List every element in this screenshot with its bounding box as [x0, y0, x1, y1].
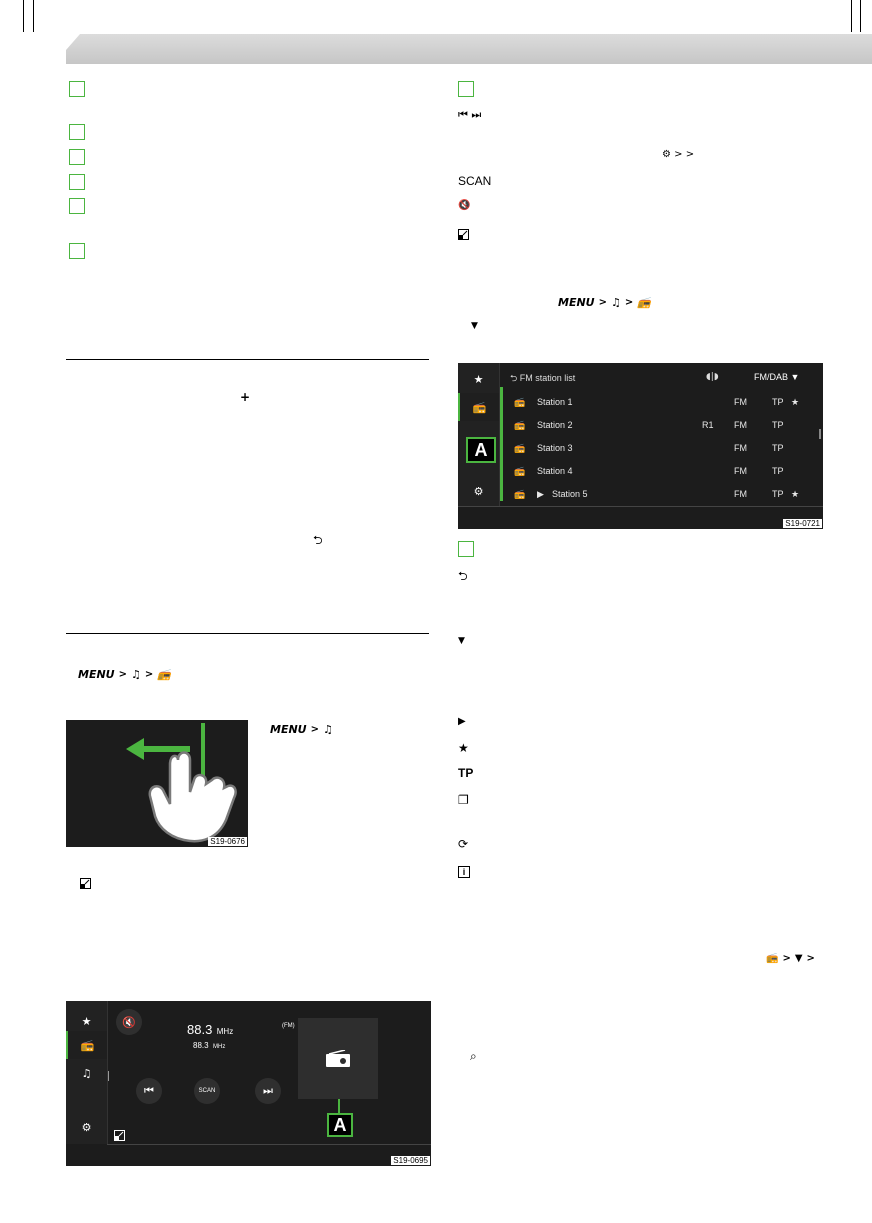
path-separator: > [310, 724, 319, 735]
list-sidebar [458, 363, 500, 506]
path-separator: > [144, 669, 154, 680]
station-tp: TP [772, 443, 784, 453]
legend-box-6 [69, 243, 85, 259]
next-station-button[interactable]: ⏭ [255, 1078, 281, 1104]
minimize-icon [458, 225, 469, 244]
section-divider-1 [66, 359, 429, 360]
figure-radio-screen [66, 1001, 431, 1166]
legend-box-5 [69, 198, 85, 214]
search-icon: ⌕ [470, 1049, 477, 1063]
frequency-sub: 88.3 [193, 1041, 209, 1050]
station-tp: TP [772, 397, 784, 407]
band-label: (FM) [282, 1023, 295, 1029]
radio-icon: 📻 [514, 420, 526, 430]
radio-icon [325, 1050, 351, 1068]
menu-path-caption [270, 723, 333, 736]
radio-icon: 📻 [514, 443, 526, 453]
minimize-icon [80, 878, 91, 889]
legend-box-right-2 [458, 541, 474, 557]
legend-box-4 [69, 174, 85, 190]
favorite-star-icon[interactable]: ★ [791, 489, 800, 499]
sidebar-radio-icon[interactable]: 📻 [458, 393, 499, 421]
mute-icon: 🔇 [458, 200, 471, 211]
music-note-icon: ♫ [131, 668, 141, 681]
section-divider-2 [66, 633, 429, 634]
menu-path-right [558, 296, 651, 309]
scan-label: SCAN [458, 174, 492, 188]
station-band: FM [734, 466, 747, 476]
radio-icon: 📻 [514, 466, 526, 476]
scan-button[interactable]: SCAN [194, 1078, 220, 1104]
legend-box-2 [69, 124, 85, 140]
station-logo-placeholder [298, 1018, 378, 1099]
frequency-main: 88.3 [187, 1022, 213, 1037]
star-icon: ★ [458, 741, 469, 755]
radio-icon: 📻 [514, 397, 526, 407]
favorite-star-icon[interactable]: ★ [791, 397, 800, 407]
station-extra: R1 [702, 420, 714, 430]
back-icon: ⮌ [313, 533, 323, 547]
menu-path-left [78, 668, 171, 681]
station-row[interactable] [502, 460, 820, 483]
back-icon[interactable]: ⮌ [510, 373, 518, 383]
sidebar-media-icon[interactable]: ♫ [81, 1066, 92, 1080]
station-name: Station 5 [552, 489, 588, 499]
station-name: Station 3 [537, 443, 573, 453]
station-name: Station 4 [537, 466, 573, 476]
settings-path-icons: ⚙ > > [662, 149, 695, 160]
sidebar-settings-icon[interactable]: ⚙ [473, 484, 484, 498]
plus-icon: + [240, 390, 251, 404]
crop-mark-left [23, 0, 24, 32]
crop-mark-left-inner [33, 0, 34, 32]
station-row[interactable] [502, 414, 820, 437]
tp-label: TP [458, 766, 474, 780]
sidebar-favorites-icon[interactable]: ★ [473, 372, 484, 386]
legend-box-3 [69, 149, 85, 165]
back-icon: ⮌ [458, 569, 468, 583]
figure-code: S19-0721 [785, 519, 820, 528]
crop-mark-right [851, 0, 852, 32]
legend-box-right [458, 81, 474, 97]
swipe-gesture-illustration [66, 720, 248, 847]
radio-footer-divider [107, 1144, 431, 1145]
menu-label: MENU [270, 723, 307, 736]
figure-code: S19-0695 [393, 1156, 428, 1165]
station-row[interactable] [502, 483, 820, 506]
figure-swipe [66, 720, 248, 847]
marker-line [338, 1099, 340, 1113]
radio-icon: 📻 [766, 953, 779, 964]
minimize-icon[interactable] [114, 1126, 125, 1145]
menu-label: MENU [558, 296, 595, 309]
radio-icon: 📻 [637, 296, 651, 309]
station-tp: TP [772, 466, 784, 476]
figure-code: S19-0676 [210, 837, 245, 846]
mute-button[interactable]: 🔇 [116, 1009, 142, 1035]
crop-mark-right-inner [860, 0, 861, 32]
progress-indicator [108, 1071, 109, 1081]
music-note-icon: ♫ [611, 296, 621, 309]
list-footer-divider [458, 506, 823, 507]
refresh-icon: ⟳ [458, 837, 469, 851]
marker-a: A [327, 1113, 353, 1137]
copy-icon: ❐ [458, 793, 469, 807]
radio-icon: 📻 [514, 489, 526, 499]
info-icon: i [458, 866, 470, 878]
station-band: FM [734, 489, 747, 499]
prev-next-icons: ⏮ ⏭ [458, 108, 482, 121]
playing-icon: ▶ [537, 489, 544, 499]
radio-icon: 📻 [157, 668, 171, 681]
station-name: Station 2 [537, 420, 573, 430]
page-header-bar [66, 34, 872, 64]
band-label: FM/DAB [754, 372, 789, 382]
path-separator: > [598, 297, 607, 308]
frequency-sub-unit: MHz [213, 1044, 226, 1050]
path-separator: > [624, 297, 634, 308]
station-row[interactable] [502, 437, 820, 460]
station-tp: TP [772, 420, 784, 430]
list-title: FM station list [519, 373, 576, 383]
dropdown-icon: ▼ [794, 953, 803, 964]
signal-icon[interactable]: ◖|◗ [706, 372, 719, 382]
station-tp: TP [772, 489, 784, 499]
station-row[interactable] [502, 391, 820, 414]
station-band: FM [734, 397, 747, 407]
legend-box-1 [69, 81, 85, 97]
band-selector[interactable] [754, 372, 799, 382]
station-band: FM [734, 443, 747, 453]
list-header [510, 371, 575, 387]
play-icon: ▶ [458, 716, 466, 727]
sidebar-radio-icon[interactable]: 📻 [66, 1031, 107, 1059]
sidebar-settings-icon[interactable]: ⚙ [81, 1120, 92, 1134]
station-name: Station 1 [537, 397, 573, 407]
dropdown-icon: ▼ [790, 372, 800, 382]
menu-label: MENU [78, 668, 115, 681]
marker-a: A [466, 437, 496, 463]
dropdown-icon: ▼ [458, 636, 465, 646]
path-separator: > [118, 669, 127, 680]
frequency-unit: MHz [216, 1027, 234, 1036]
radio-dropdown-path: 📻 > ▼ > [766, 953, 815, 964]
frequency-sub-display [193, 1035, 225, 1053]
radio-sidebar [66, 1001, 108, 1144]
music-note-icon: ♫ [323, 723, 333, 736]
sidebar-favorites-icon[interactable]: ★ [81, 1014, 92, 1028]
dropdown-icon: ▼ [471, 321, 478, 331]
previous-station-button[interactable]: ⏮ [136, 1078, 162, 1104]
station-band: FM [734, 420, 747, 430]
